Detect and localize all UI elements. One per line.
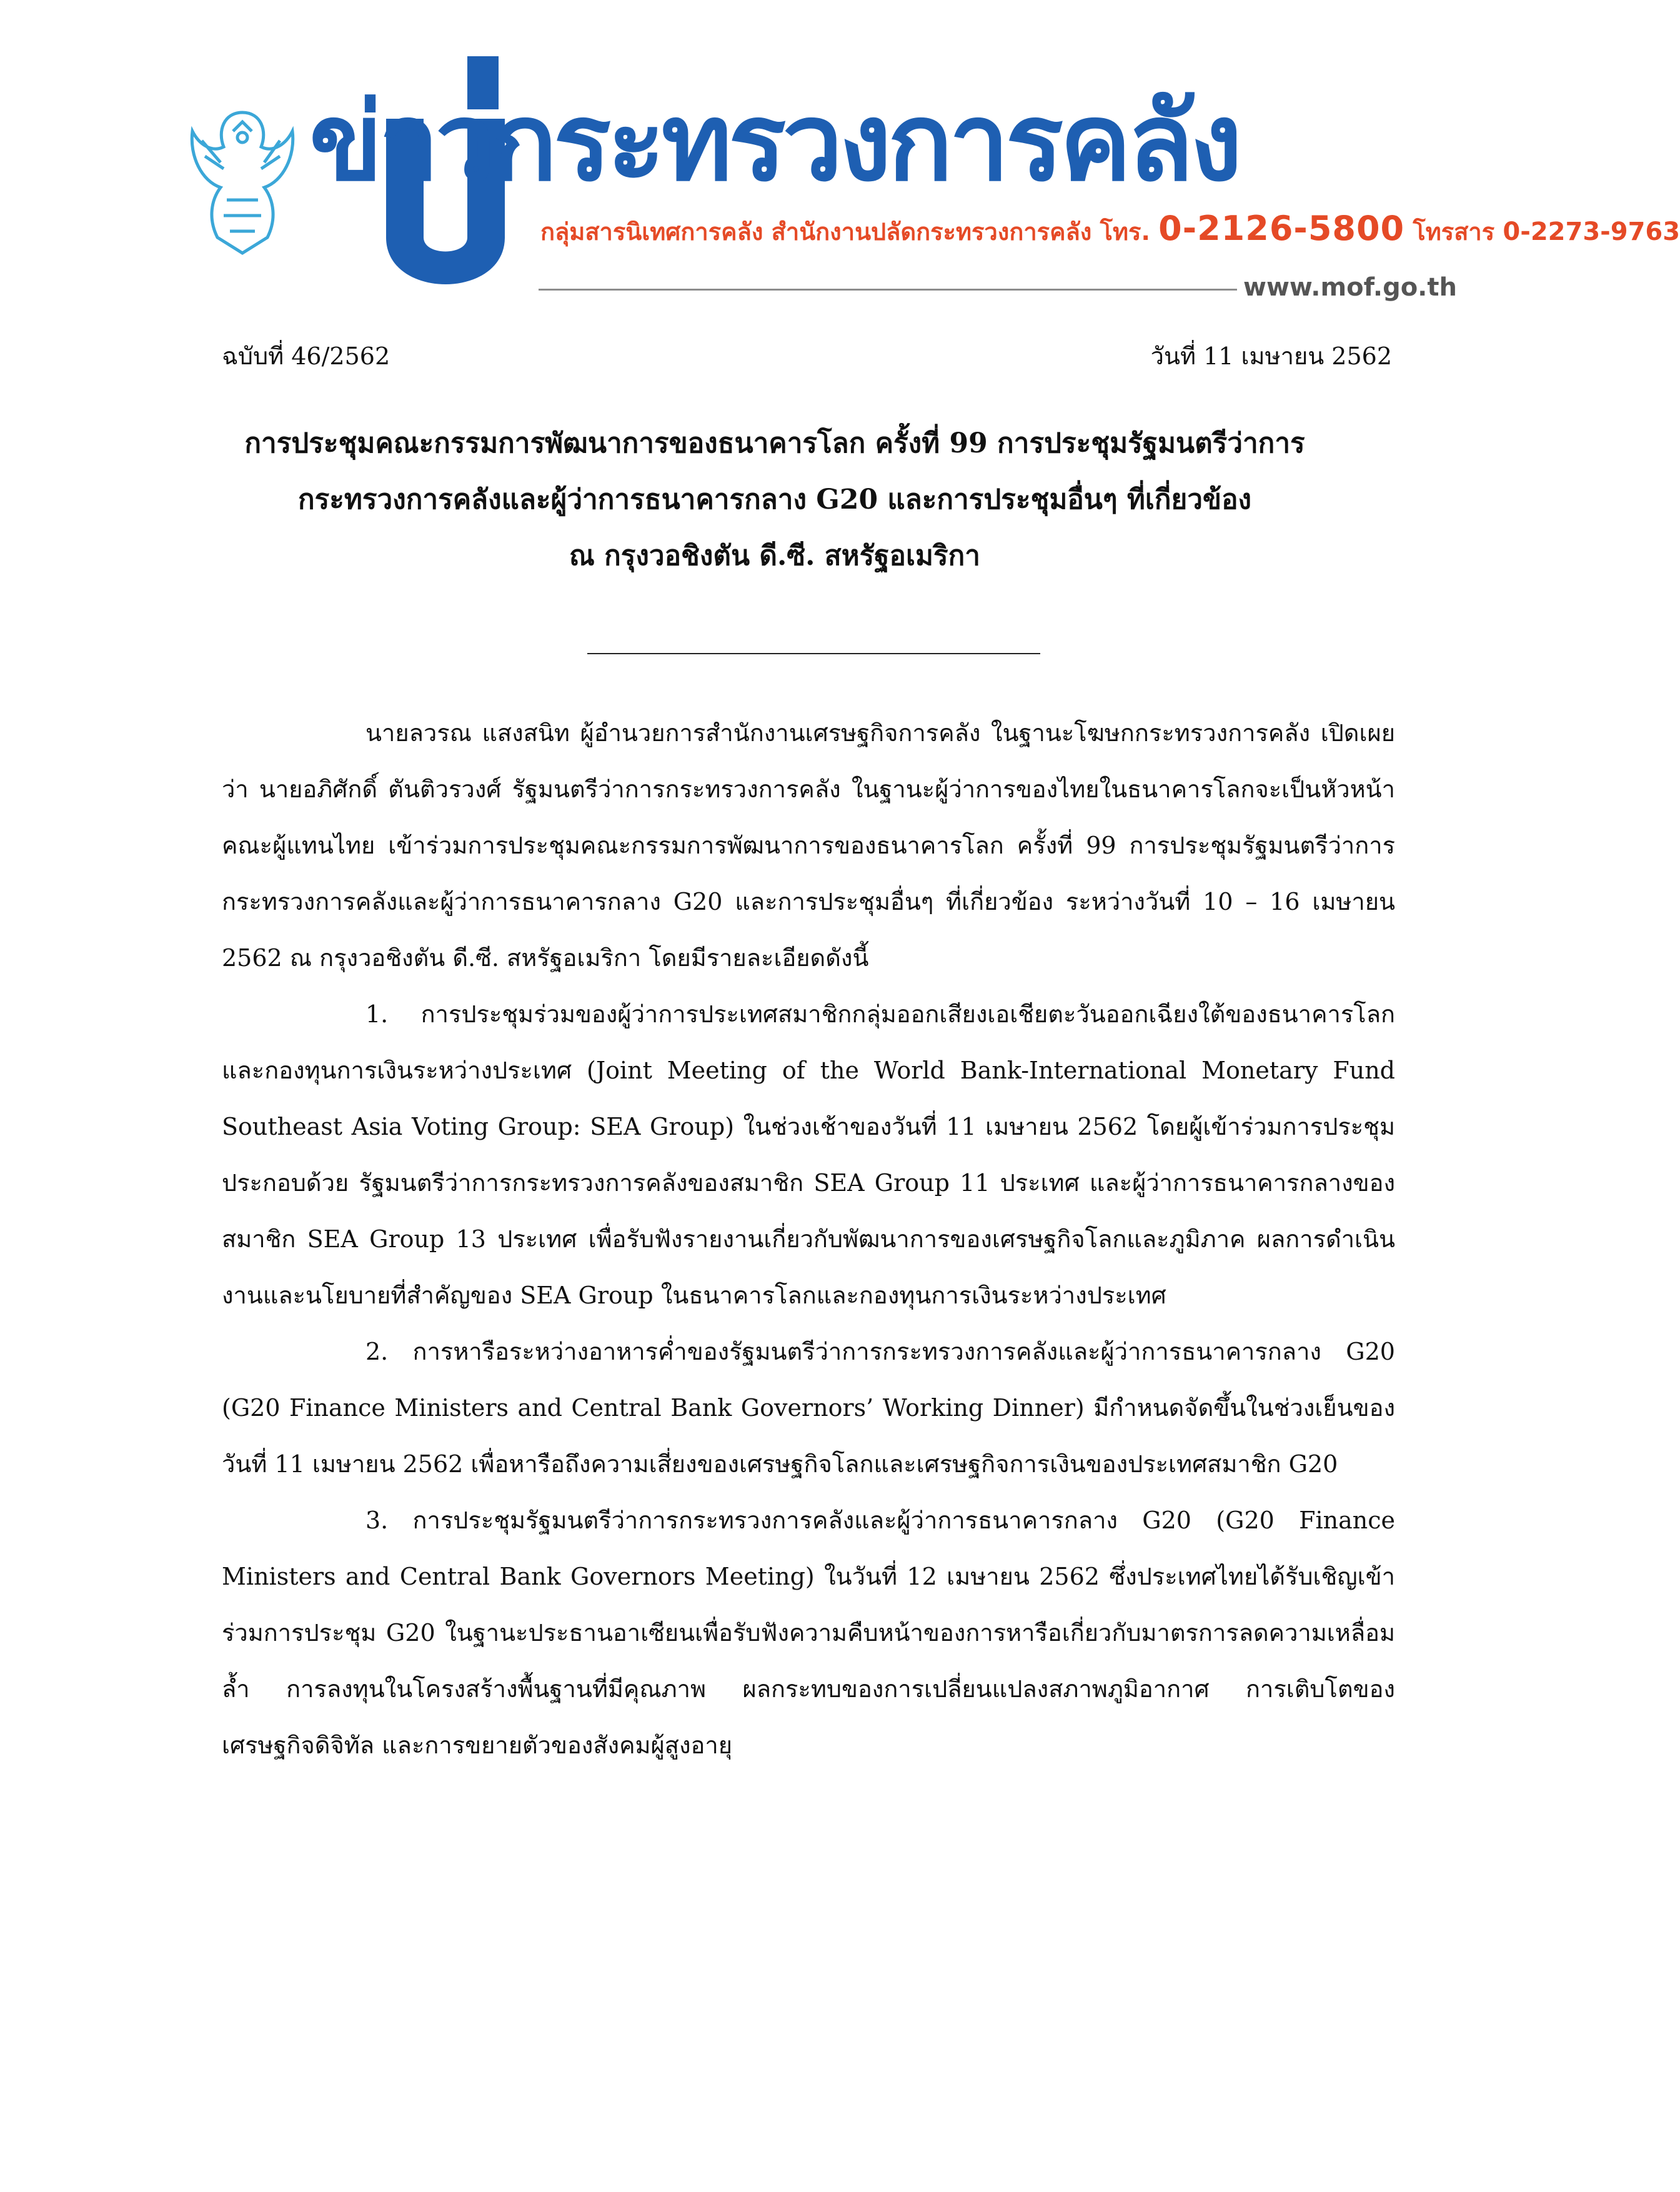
tel-number: 0-2126-5800 (1158, 209, 1405, 248)
headline-line-3: ณ กรุงวอชิงตัน ดี.ซี. สหรัฐอเมริกา (569, 540, 980, 572)
headline-line-1: การประชุมคณะกรรมการพัฒนาการของธนาคารโลก ครั้งที่ 99 การประชุมรัฐมนตรีว่าการ (244, 427, 1305, 459)
item-3-paragraph: 3. การประชุมรัฐมนตรีว่าการกระทรวงการคลังและผู้ว่าการธนาคารกลาง G20 (G20 Finance Ministers and Central Bank Governors Meeting) ในวันที่ 12 เมษายน 2562 ซึ่งประเทศไทยได้รับเชิญเข้าร่วมการประชุม G20 ในฐานะประธานอาเซียนเพื่อรับฟังความคืบหน้าของการหารือเกี่ยวกับมาตรการลดความเหลื่อมล้ำ การลงทุนในโครงสร้างพื้นฐานที่มีคุณภาพ ผลกระทบของการเปลี่ยนแปลงสภาพภูมิอากาศ การเติบโตของเศรษฐกิจดิจิทัล และการขยายตัวของสังคมผู้สูงอายุ (222, 1507, 1395, 1759)
headline-line-2: กระทรวงการคลังและผู้ว่าการธนาคารกลาง G20 และการประชุมอื่นๆ ที่เกี่ยวข้อง (298, 484, 1251, 516)
masthead-contact-line (540, 206, 1680, 251)
headline-underline (587, 653, 1040, 654)
tel-label: โทร. (1100, 218, 1150, 246)
garuda-emblem-icon (186, 94, 299, 262)
fax-number: 0-2273-9763 (1503, 217, 1680, 246)
news-headline (187, 416, 1362, 584)
item-2-paragraph: 2. การหารือระหว่างอาหารค่ำของรัฐมนตรีว่าการกระทรวงการคลังและผู้ว่าการธนาคารกลาง G20 (G20 Finance Ministers and Central Bank Governors’ Working Dinner) มีกำหนดจัดขึ้นในช่วงเย็นของวันที่ 11 เมษายน 2562 เพื่อหารือถึงความเสี่ยงของเศรษฐกิจโลกและเศรษฐกิจการเงินของประเทศสมาชิก G20 (222, 1338, 1395, 1478)
issue-date: วันที่ 11 เมษายน 2562 (1150, 342, 1392, 370)
masthead-title (309, 74, 1440, 211)
masthead-title-text: ข่าวกระทรวงการคลัง (309, 79, 1239, 205)
item-1-paragraph: 1. การประชุมร่วมของผู้ว่าการประเทศสมาชิกกลุ่มออกเสียงเอเชียตะวันออกเฉียงใต้ของธนาคารโลกและกองทุนการเงินระหว่างประเทศ (Joint Meeting of the World Bank-International Monetary Fund Southeast Asia Voting Group: SEA Group) ในช่วงเช้าของวันที่ 11 เมษายน 2562 โดยผู้เข้าร่วมการประชุมประกอบด้วย รัฐมนตรีว่าการกระทรวงการคลังของสมาชิก SEA Group 11 ประเทศ และผู้ว่าการธนาคารกลางของสมาชิก SEA Group 13 ประเทศ เพื่อรับฟังรายงานเกี่ยวกับพัฒนาการของเศรษฐกิจโลกและภูมิภาค ผลการดำเนินงานและนโยบายที่สำคัญของ SEA Group ในธนาคารโลกและกองทุนการเงินระหว่างประเทศ (222, 1000, 1395, 1309)
intro-paragraph: นายลวรณ แสงสนิท ผู้อำนวยการสำนักงานเศรษฐกิจการคลัง ในฐานะโฆษกกระทรวงการคลัง เปิดเผยว่า นายอภิศักดิ์ ตันติวรวงศ์ รัฐมนตรีว่าการกระทรวงการคลัง ในฐานะผู้ว่าการของไทยในธนาคารโลกจะเป็นหัวหน้าคณะผู้แทนไทย เข้าร่วมการประชุมคณะกรรมการพัฒนาการของธนาคารโลก ครั้งที่ 99 การประชุมรัฐมนตรีว่าการกระทรวงการคลังและผู้ว่าการธนาคารกลาง G20 และการประชุมอื่นๆ ที่เกี่ยวข้อง ระหว่างวันที่ 10 – 16 เมษายน 2562 ณ กรุงวอชิงตัน ดี.ซี. สหรัฐอเมริกา โดยมีรายละเอียดดังนี้ (222, 719, 1395, 972)
website-link[interactable]: www.mof.go.th (1243, 273, 1457, 302)
issue-number: ฉบับที่ 46/2562 (222, 342, 390, 370)
press-release-body (222, 705, 1395, 1773)
org-name: กลุ่มสารนิเทศการคลัง สำนักงานปลัดกระทรวงการคลัง (540, 218, 1092, 246)
masthead-divider (539, 289, 1237, 291)
fax-label: โทรสาร (1413, 218, 1495, 246)
